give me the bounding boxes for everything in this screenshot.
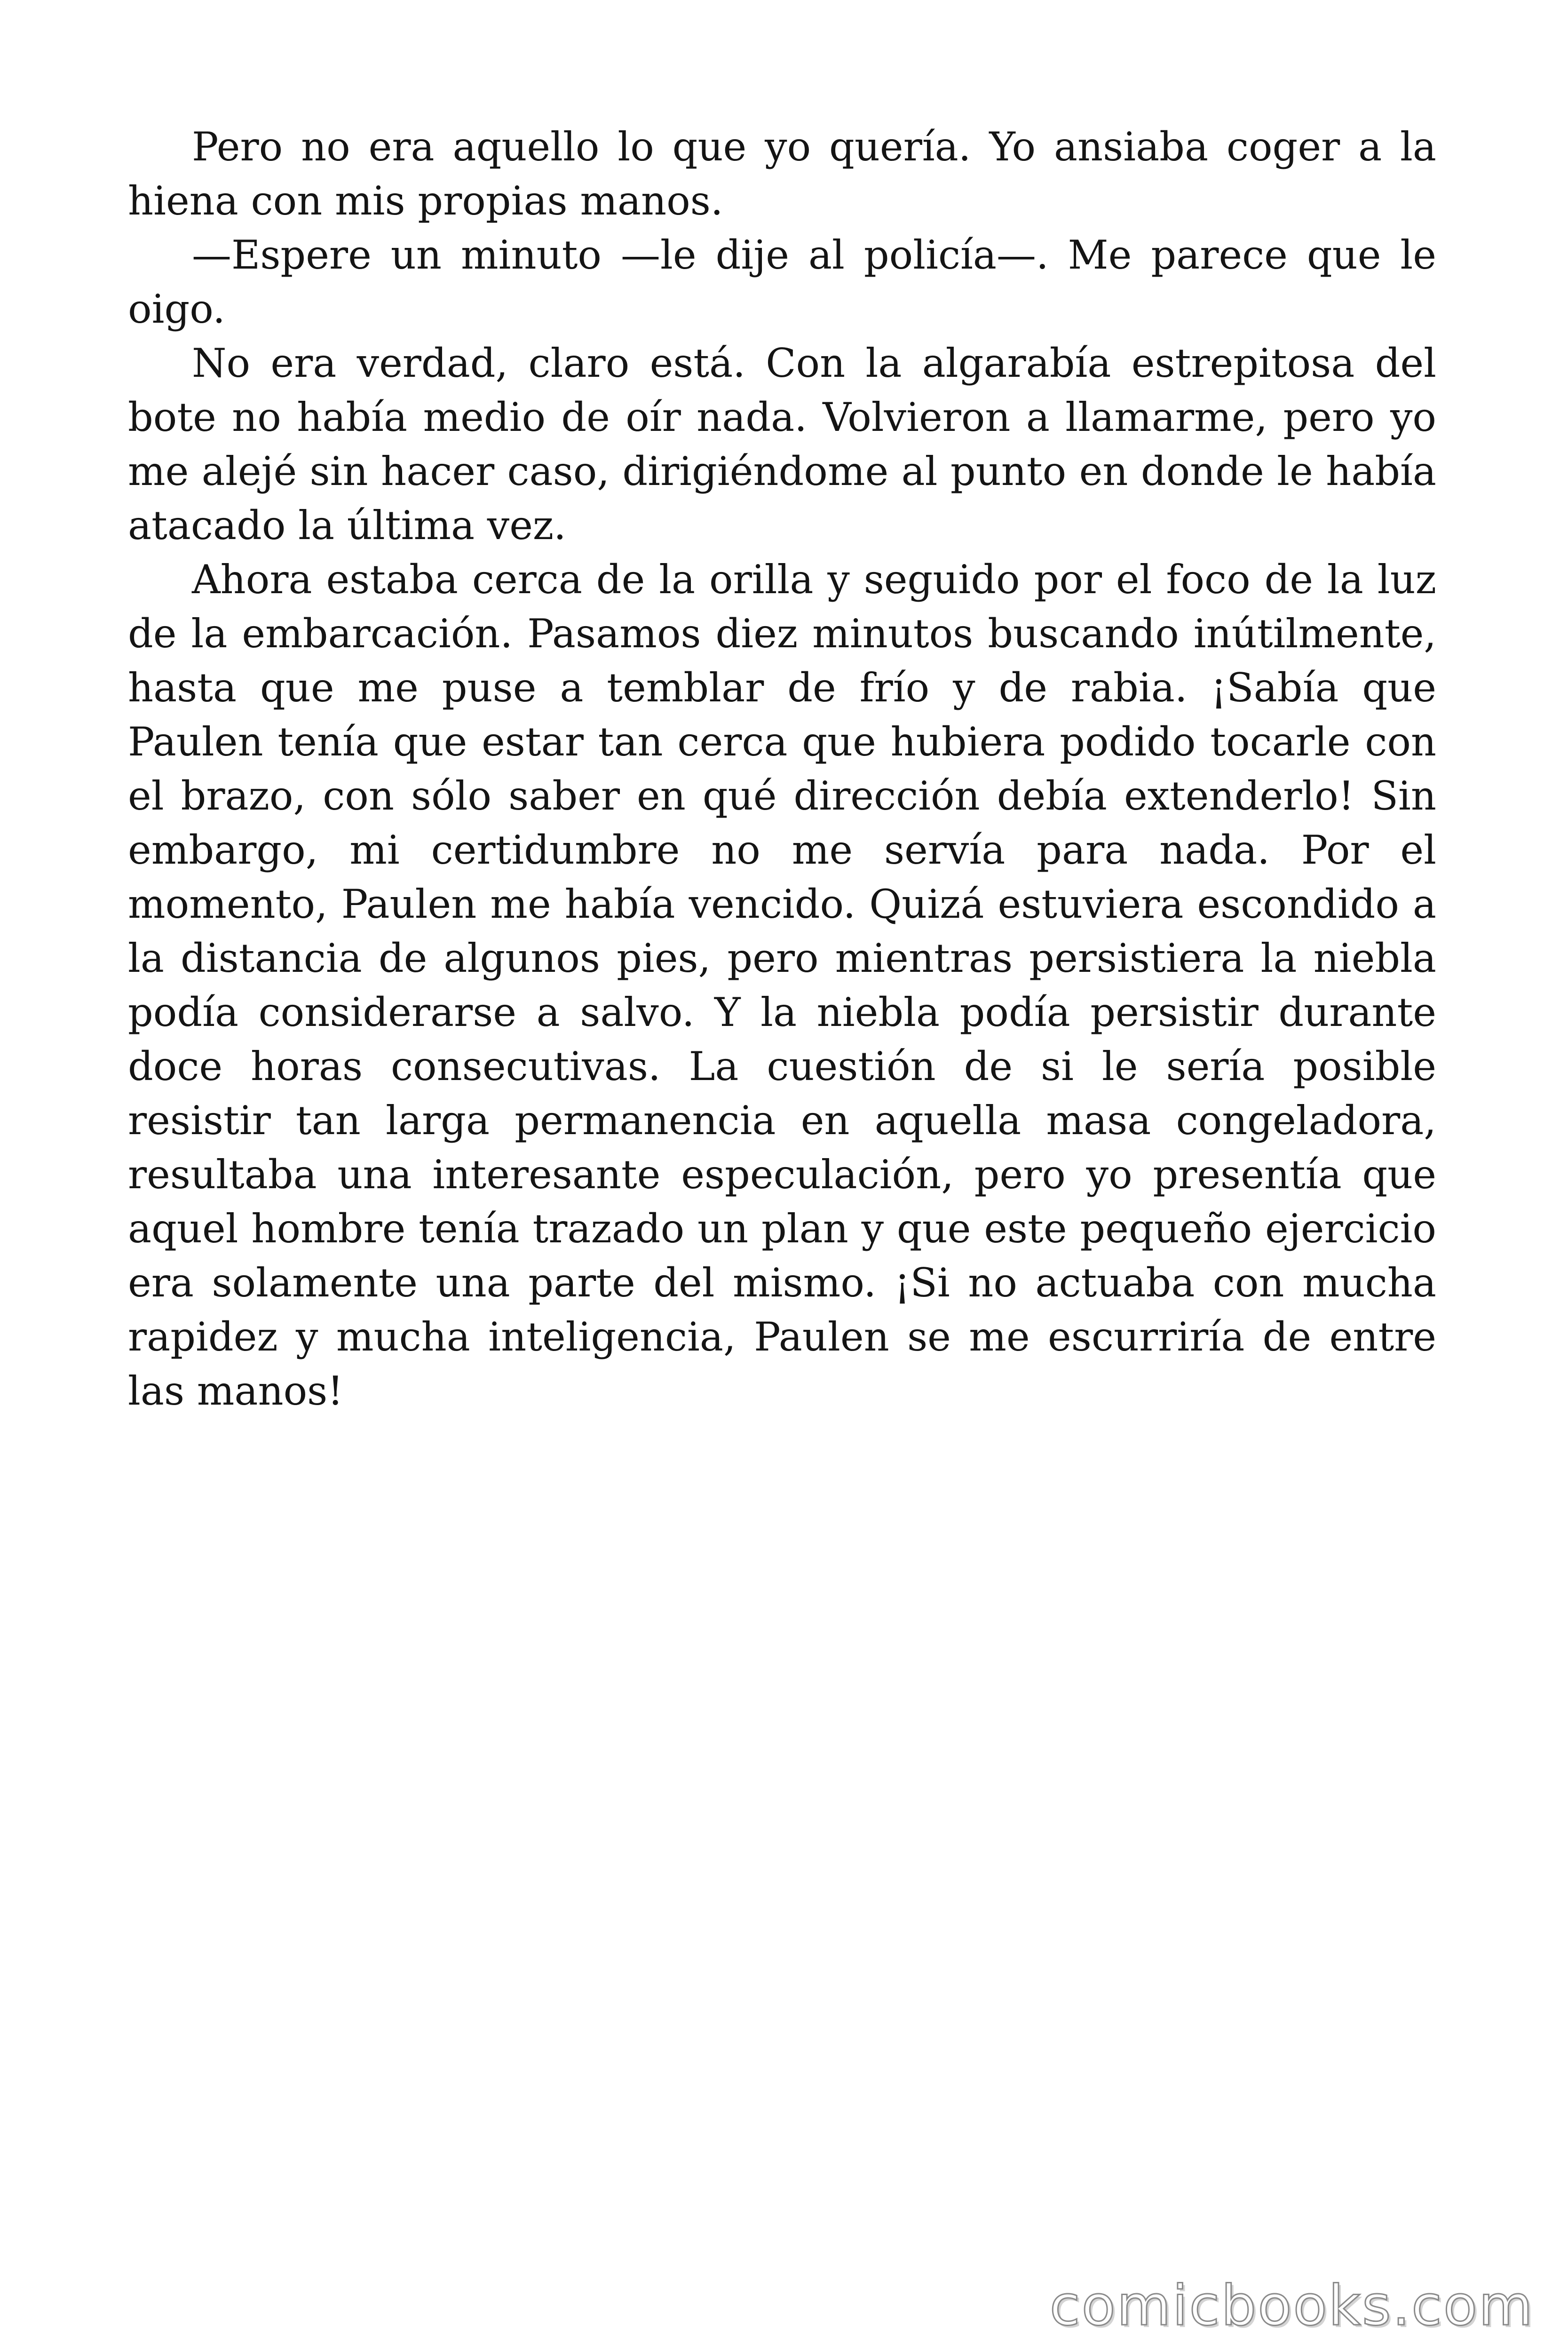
paragraph: Pero no era aquello lo que yo quería. Yo ansiaba coger a la hiena con mis propias manos.: [128, 124, 1436, 224]
paragraph: —Espere un minuto —le dije al policía—. Me parece que le oigo.: [128, 232, 1436, 332]
body-text: [128, 120, 1436, 1418]
paragraph: Ahora estaba cerca de la orilla y seguido por el foco de la luz de la embarcación. Pasamos diez minutos buscando inútilmente, hasta que me puse a temblar de frío y de rabia. ¡Sabía que Paulen tenía que estar tan cerca que hubiera podido tocarle con el brazo, con sólo saber en qué dirección debía extenderlo! Sin embargo, mi certidumbre no me servía para nada. Por el momento, Paulen me había vencido. Quizá estuviera escondido a la distancia de algunos pies, pero mientras persistiera la niebla podía considerarse a salvo. Y la niebla podía persistir durante doce horas consecutivas. La cuestión de si le sería posible resistir tan larga permanencia en aquella masa congeladora, resultaba una interesante especulación, pero yo presentía que aquel hombre tenía trazado un plan y que este pequeño ejercicio era solamente una parte del mismo. ¡Si no actuaba con mucha rapidez y mucha inteligencia, Paulen se me escurriría de entre las manos!: [128, 556, 1436, 1414]
paragraph: No era verdad, claro está. Con la algarabía estrepitosa del bote no había medio de oír nada. Volvieron a llamarme, pero yo me alejé sin hacer caso, dirigiéndome al punto en donde le había atacado la última vez.: [128, 340, 1436, 548]
watermark-logo: comicbooks.com: [1049, 2273, 1534, 2338]
